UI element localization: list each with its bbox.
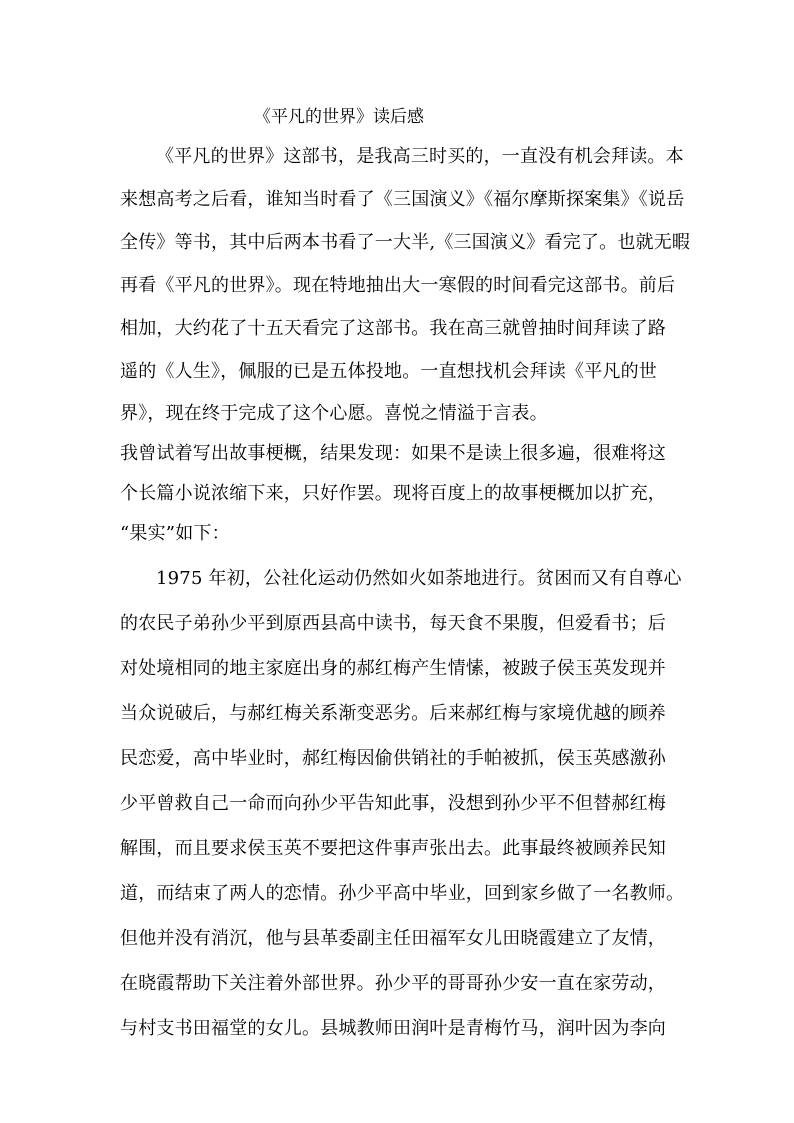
paragraph-line: 对处境相同的地主家庭出身的郝红梅产生情愫，被跛子侯玉英发现并 bbox=[120, 658, 666, 679]
paragraph-line: 与村支书田福堂的女儿。县城教师田润叶是青梅竹马，润叶因为李向 bbox=[120, 1018, 666, 1039]
paragraph-line: 当众说破后，与郝红梅关系渐变恶劣。后来郝红梅与家境优越的顾养 bbox=[120, 703, 666, 724]
paragraph-line: 全传》等书，其中后两本书看了一大半,《三国演义》看完了。也就无暇 bbox=[120, 232, 691, 253]
paragraph-line: 在晓霞帮助下关注着外部世界。孙少平的哥哥孙少安一直在家劳动， bbox=[120, 973, 666, 994]
paragraph-line: 再看《平凡的世界》。现在特地抽出大一寒假的时间看完这部书。前后 bbox=[120, 275, 676, 296]
paragraph-line: 但他并没有消沉，他与县革委副主任田福军女儿田晓霞建立了友情， bbox=[120, 928, 666, 949]
paragraph-line: 道，而结束了两人的恋情。孙少平高中毕业，回到家乡做了一名教师。 bbox=[120, 883, 685, 904]
paragraph-line: 少平曾救自己一命而向孙少平告知此事，没想到孙少平不但替郝红梅 bbox=[120, 793, 666, 814]
paragraph-line: 1975 年初，公社化运动仍然如火如荼地进行。贫困而又有自尊心 bbox=[156, 568, 682, 589]
paragraph-line: 遥的《人生》，佩服的已是五体投地。一直想找机会拜读《平凡的世 bbox=[120, 361, 657, 382]
paragraph-line: “果实”如下： bbox=[120, 523, 230, 544]
document-title: 《平凡的世界》读后感 bbox=[254, 107, 424, 127]
paragraph-line: 个长篇小说浓缩下来，只好作罢。现将百度上的故事梗概加以扩充， bbox=[120, 483, 666, 504]
paragraph-line: 相加，大约花了十五天看完了这部书。我在高三就曾抽时间拜读了路 bbox=[120, 318, 666, 339]
paragraph-line: 民恋爱，高中毕业时，郝红梅因偷供销社的手帕被抓，侯玉英感激孙 bbox=[120, 748, 666, 769]
paragraph-line: 我曾试着写出故事梗概，结果发现：如果不是读上很多遍，很难将这 bbox=[120, 443, 666, 464]
paragraph-line: 的农民子弟孙少平到原西县高中读书，每天食不果腹，但爱看书；后 bbox=[120, 613, 666, 634]
paragraph-line: 界》，现在终于完成了这个心愿。喜悦之情溢于言表。 bbox=[120, 403, 548, 424]
paragraph-line: 来想高考之后看，谁知当时看了《三国演义》《福尔摩斯探案集》《说岳 bbox=[120, 189, 685, 210]
paragraph-line: 解围，而且要求侯玉英不要把这件事声张出去。此事最终被顾养民知 bbox=[120, 838, 666, 859]
paragraph-line: 《平凡的世界》这部书，是我高三时买的，一直没有机会拜读。本 bbox=[156, 146, 684, 167]
